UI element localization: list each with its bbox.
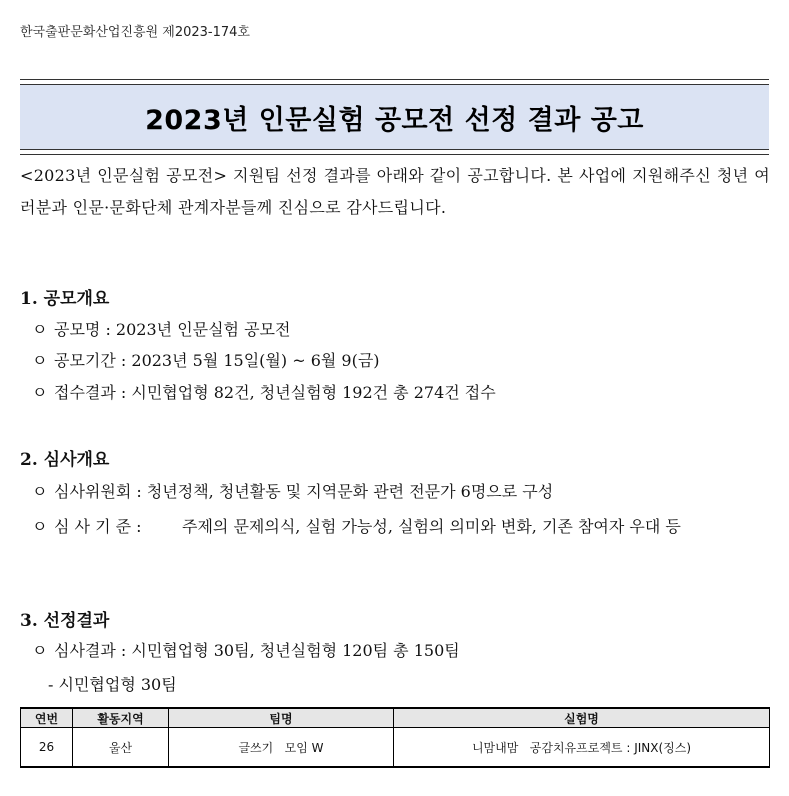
title-box — [20, 84, 769, 150]
criteria-content: 주제의 문제의식, 실험 가능성, 실험의 의미와 변화, 기존 참여자 우대 등 — [182, 517, 681, 536]
bullet-mark: ㅇ — [32, 641, 48, 660]
bullet-text: 접수결과 : 시민협업형 82건, 청년실험형 192건 총 274건 접수 — [54, 383, 496, 402]
application-result-item — [32, 380, 496, 403]
page-title: 2023년 인문실험 공모전 선정 결과 공고 — [145, 104, 644, 136]
bullet-mark: ㅇ — [32, 320, 48, 339]
bullet-mark: ㅇ — [32, 351, 48, 370]
col-header-region: 활동지역 — [73, 708, 169, 728]
col-header-project: 실험명 — [394, 708, 770, 728]
contest-name-item — [32, 317, 290, 340]
col-header-team: 팀명 — [169, 708, 394, 728]
cell-team: 글쓰기 모임 W — [169, 728, 394, 768]
criteria-label: 심 사 기 준 : — [54, 517, 142, 536]
committee-item — [32, 479, 553, 502]
title-banner — [20, 79, 769, 155]
intro-paragraph: <2023년 인문실험 공모전> 지원팀 선정 결과를 아래와 같이 공고합니다. 본 사업에 지원해주신 청년 여러분과 인문·문화단체 관계자분들께 진심으로 감사드립니다. — [20, 166, 770, 217]
section-3-heading: 3. 선정결과 — [20, 611, 110, 631]
bullet-text: 공모명 : 2023년 인문실험 공모전 — [54, 320, 291, 339]
bullet-mark: ㅇ — [32, 482, 48, 501]
col-header-number: 연번 — [21, 708, 73, 728]
cell-region: 울산 — [73, 728, 169, 768]
bullet-mark: ㅇ — [32, 383, 48, 402]
bullet-mark: ㅇ — [32, 517, 48, 536]
contest-period-item — [32, 348, 380, 371]
results-table — [20, 707, 770, 768]
bullet-text: 심사결과 : 시민협업형 30팀, 청년실험형 120팀 총 150팀 — [54, 641, 460, 660]
table-row — [21, 728, 770, 768]
section-2-heading: 2. 심사개요 — [20, 450, 110, 470]
cell-project: 니맘내맘 공감치유프로젝트 : JINX(징스) — [394, 728, 770, 768]
bullet-text: 심사위원회 : 청년정책, 청년활동 및 지역문화 관련 전문가 6명으로 구성 — [54, 482, 554, 501]
sub-item-citizen: - 시민협업형 30팀 — [48, 675, 177, 694]
review-result-item — [32, 638, 460, 661]
document-number: 한국출판문화산업진흥원 제2023-174호 — [20, 25, 250, 40]
section-1-heading: 1. 공모개요 — [20, 289, 110, 309]
cell-number: 26 — [21, 728, 73, 768]
table-header-row — [21, 708, 770, 728]
criteria-label-wrap — [32, 512, 142, 542]
bullet-text: 공모기간 : 2023년 5월 15일(월) ~ 6월 9(금) — [54, 351, 380, 370]
